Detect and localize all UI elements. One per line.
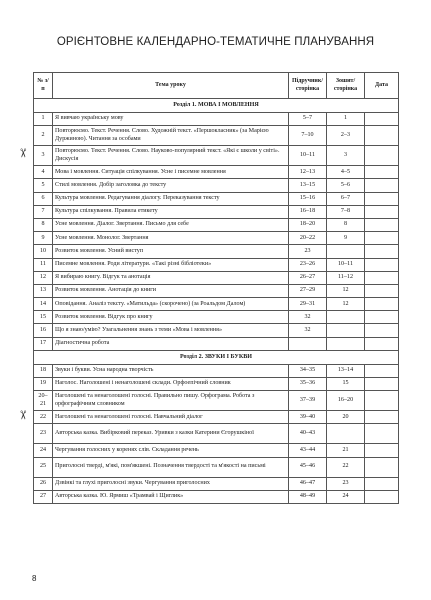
textbook-pages: 18–20 (289, 218, 327, 231)
lesson-topic: Наголошені та ненаголошені голосні. Навчальний діалог (53, 411, 289, 424)
lesson-date (365, 218, 399, 231)
textbook-pages: 45–46 (289, 457, 327, 477)
table-row (34, 424, 399, 444)
header-workbook: Зошит/ сторінка (327, 73, 365, 99)
textbook-pages: 5–7 (289, 113, 327, 126)
lesson-topic: Повторюємо. Текст. Речення. Слово. Науково-популярний текст. «Які є школи у світі». Дискусія (53, 146, 289, 166)
lesson-number: 16 (34, 324, 53, 337)
table-row (34, 490, 399, 503)
workbook-pages: 24 (327, 490, 365, 503)
table-row (34, 298, 399, 311)
textbook-pages: 40–43 (289, 424, 327, 444)
lesson-date (365, 337, 399, 350)
lesson-number: 24 (34, 444, 53, 457)
textbook-pages: 35–36 (289, 378, 327, 391)
lesson-date (365, 284, 399, 297)
scissors-icon: ✂ (16, 147, 31, 159)
table-row (34, 457, 399, 477)
lesson-date (365, 146, 399, 166)
lesson-number: 11 (34, 258, 53, 271)
lesson-number: 15 (34, 311, 53, 324)
table-row (34, 245, 399, 258)
workbook-pages (327, 245, 365, 258)
textbook-pages: 15–16 (289, 192, 327, 205)
workbook-pages: 12 (327, 284, 365, 297)
textbook-pages: 37–39 (289, 391, 327, 411)
lesson-date (365, 311, 399, 324)
lesson-topic: Що я знаю/умію? Узагальнення знань з теми «Мова і мовлення» (53, 324, 289, 337)
lesson-date (365, 271, 399, 284)
textbook-pages: 29–31 (289, 298, 327, 311)
lesson-number: 14 (34, 298, 53, 311)
lesson-date (365, 457, 399, 477)
textbook-pages: 16–18 (289, 205, 327, 218)
textbook-pages: 23 (289, 245, 327, 258)
workbook-pages: 1 (327, 113, 365, 126)
lesson-date (365, 113, 399, 126)
page-number: 8 (32, 574, 37, 583)
scissors-icon: ✂ (16, 409, 31, 421)
lesson-number: 9 (34, 232, 53, 245)
section-title: Розділ 2. ЗВУКИ І БУКВИ (34, 350, 399, 364)
textbook-pages: 12–13 (289, 166, 327, 179)
page-title: ОРІЄНТОВНЕ КАЛЕНДАРНО-ТЕМАТИЧНЕ ПЛАНУВАННЯ (56, 36, 375, 48)
lesson-topic: Дзвінкі та глухі приголосні звуки. Чергування приголосних (53, 477, 289, 490)
lesson-topic: Чергування голосних у коренях слів. Складання речень (53, 444, 289, 457)
lesson-number: 4 (34, 166, 53, 179)
textbook-pages: 26–27 (289, 271, 327, 284)
table-row (34, 378, 399, 391)
table-row (34, 218, 399, 231)
workbook-pages: 11–12 (327, 271, 365, 284)
workbook-pages (327, 424, 365, 444)
lesson-number: 1 (34, 113, 53, 126)
workbook-pages: 9 (327, 232, 365, 245)
table-row (34, 411, 399, 424)
table-row (34, 364, 399, 377)
workbook-pages: 13–14 (327, 364, 365, 377)
lesson-topic: Авторська казка. Ю. Ярмиш «Трамвай і Щиглик» (53, 490, 289, 503)
lesson-number: 7 (34, 205, 53, 218)
lesson-topic: Наголошені та ненаголошені голосні. Правильно пишу. Орфограма. Робота з орфографічним словником (53, 391, 289, 411)
table-row (34, 205, 399, 218)
textbook-pages: 39–40 (289, 411, 327, 424)
lesson-topic: Оповідання. Аналіз тексту. «Матильда» (скорочено) (за Роальдом Далом) (53, 298, 289, 311)
workbook-pages: 20 (327, 411, 365, 424)
lesson-topic: Культура мовлення. Редагування діалогу. Переказування тексту (53, 192, 289, 205)
lesson-number: 18 (34, 364, 53, 377)
lesson-number: 26 (34, 477, 53, 490)
table-row (34, 146, 399, 166)
lesson-topic: Культура спілкування. Правила етикету (53, 205, 289, 218)
lesson-topic: Наголос. Наголошені і ненаголошені склади. Орфоепічний словник (53, 378, 289, 391)
lesson-date (365, 245, 399, 258)
lesson-number: 6 (34, 192, 53, 205)
workbook-pages (327, 311, 365, 324)
lesson-topic: Усне мовлення. Діалог. Звертання. Письмо для себе (53, 218, 289, 231)
textbook-pages (289, 337, 327, 350)
workbook-pages: 2–3 (327, 126, 365, 146)
workbook-pages: 21 (327, 444, 365, 457)
table-row (34, 444, 399, 457)
table-row (34, 179, 399, 192)
table-row (34, 391, 399, 411)
table-header-row (34, 73, 399, 99)
textbook-pages: 34–35 (289, 364, 327, 377)
lesson-date (365, 192, 399, 205)
lesson-number: 23 (34, 424, 53, 444)
table-row (34, 232, 399, 245)
workbook-pages (327, 324, 365, 337)
workbook-pages: 8 (327, 218, 365, 231)
lesson-date (365, 205, 399, 218)
workbook-pages: 15 (327, 378, 365, 391)
lesson-date (365, 490, 399, 503)
workbook-pages: 3 (327, 146, 365, 166)
lesson-number: 25 (34, 457, 53, 477)
textbook-pages: 23–26 (289, 258, 327, 271)
planning-table (33, 72, 399, 504)
textbook-pages: 20–22 (289, 232, 327, 245)
table-body (34, 99, 399, 504)
lesson-number: 27 (34, 490, 53, 503)
lesson-topic: Я вивчаю українську мову (53, 113, 289, 126)
lesson-date (365, 298, 399, 311)
workbook-pages: 10–11 (327, 258, 365, 271)
lesson-topic: Усне мовлення. Монолог. Звертання (53, 232, 289, 245)
textbook-pages: 43–44 (289, 444, 327, 457)
table-row (34, 113, 399, 126)
workbook-pages: 4–5 (327, 166, 365, 179)
lesson-topic: Розвиток мовлення. Відгук про книгу (53, 311, 289, 324)
section-title: Розділ 1. МОВА І МОВЛЕННЯ (34, 99, 399, 113)
lesson-topic: Мова і мовлення. Ситуація спілкування. Усне і писемне мовлення (53, 166, 289, 179)
header-textbook: Підручник/ сторінка (289, 73, 327, 99)
lesson-date (365, 424, 399, 444)
lesson-date (365, 126, 399, 146)
lesson-date (365, 477, 399, 490)
lesson-topic: Авторська казка. Вибірковий переказ. Уривки з казки Катерини Єгорушкіної (53, 424, 289, 444)
lesson-date (365, 232, 399, 245)
table-row (34, 284, 399, 297)
workbook-pages: 16–20 (327, 391, 365, 411)
table-row (34, 126, 399, 146)
textbook-pages: 7–10 (289, 126, 327, 146)
workbook-pages: 6–7 (327, 192, 365, 205)
lesson-topic: Писемне мовлення. Роди літератури. «Такі різні бібліотеки» (53, 258, 289, 271)
header-date: Дата (365, 73, 399, 99)
header-topic: Тема уроку (53, 73, 289, 99)
lesson-topic: Розвиток мовлення. Усний виступ (53, 245, 289, 258)
textbook-pages: 32 (289, 324, 327, 337)
table-row (34, 337, 399, 350)
lesson-number: 20–21 (34, 391, 53, 411)
lesson-date (365, 258, 399, 271)
textbook-pages: 10–11 (289, 146, 327, 166)
header-num: № з/п (34, 73, 53, 99)
lesson-date (365, 364, 399, 377)
table-row (34, 271, 399, 284)
lesson-number: 10 (34, 245, 53, 258)
workbook-pages: 22 (327, 457, 365, 477)
lesson-date (365, 179, 399, 192)
lesson-topic: Діагностична робота (53, 337, 289, 350)
lesson-number: 12 (34, 271, 53, 284)
lesson-topic: Розвиток мовлення. Анотація до книги (53, 284, 289, 297)
section-row (34, 350, 399, 364)
lesson-topic: Звуки і букви. Усна народна творчість (53, 364, 289, 377)
lesson-number: 5 (34, 179, 53, 192)
lesson-topic: Повторюємо. Текст. Речення. Слово. Художній текст. «Першокласник» (за Марією Дуржиною). Читання за особами (53, 126, 289, 146)
lesson-date (365, 391, 399, 411)
lesson-number: 8 (34, 218, 53, 231)
textbook-pages: 46–47 (289, 477, 327, 490)
table-row (34, 192, 399, 205)
section-row (34, 99, 399, 113)
lesson-number: 13 (34, 284, 53, 297)
table-row (34, 166, 399, 179)
lesson-topic: Я вибираю книгу. Відгук та анотація (53, 271, 289, 284)
lesson-topic: Стилі мовлення. Добір заголовка до тексту (53, 179, 289, 192)
workbook-pages: 5–6 (327, 179, 365, 192)
textbook-pages: 27–29 (289, 284, 327, 297)
workbook-pages: 7–8 (327, 205, 365, 218)
lesson-date (365, 166, 399, 179)
lesson-date (365, 324, 399, 337)
workbook-pages: 23 (327, 477, 365, 490)
lesson-date (365, 378, 399, 391)
lesson-number: 2 (34, 126, 53, 146)
lesson-number: 17 (34, 337, 53, 350)
textbook-pages: 13–15 (289, 179, 327, 192)
lesson-date (365, 444, 399, 457)
workbook-pages (327, 337, 365, 350)
lesson-topic: Приголосні тверді, м'які, пом'якшені. Позначення твердості та м'якості на письмі (53, 457, 289, 477)
textbook-pages: 48–49 (289, 490, 327, 503)
lesson-number: 3 (34, 146, 53, 166)
table-row (34, 258, 399, 271)
textbook-pages: 32 (289, 311, 327, 324)
table-row (34, 324, 399, 337)
workbook-pages: 12 (327, 298, 365, 311)
table-row (34, 477, 399, 490)
table-row (34, 311, 399, 324)
lesson-date (365, 411, 399, 424)
lesson-number: 19 (34, 378, 53, 391)
lesson-number: 22 (34, 411, 53, 424)
